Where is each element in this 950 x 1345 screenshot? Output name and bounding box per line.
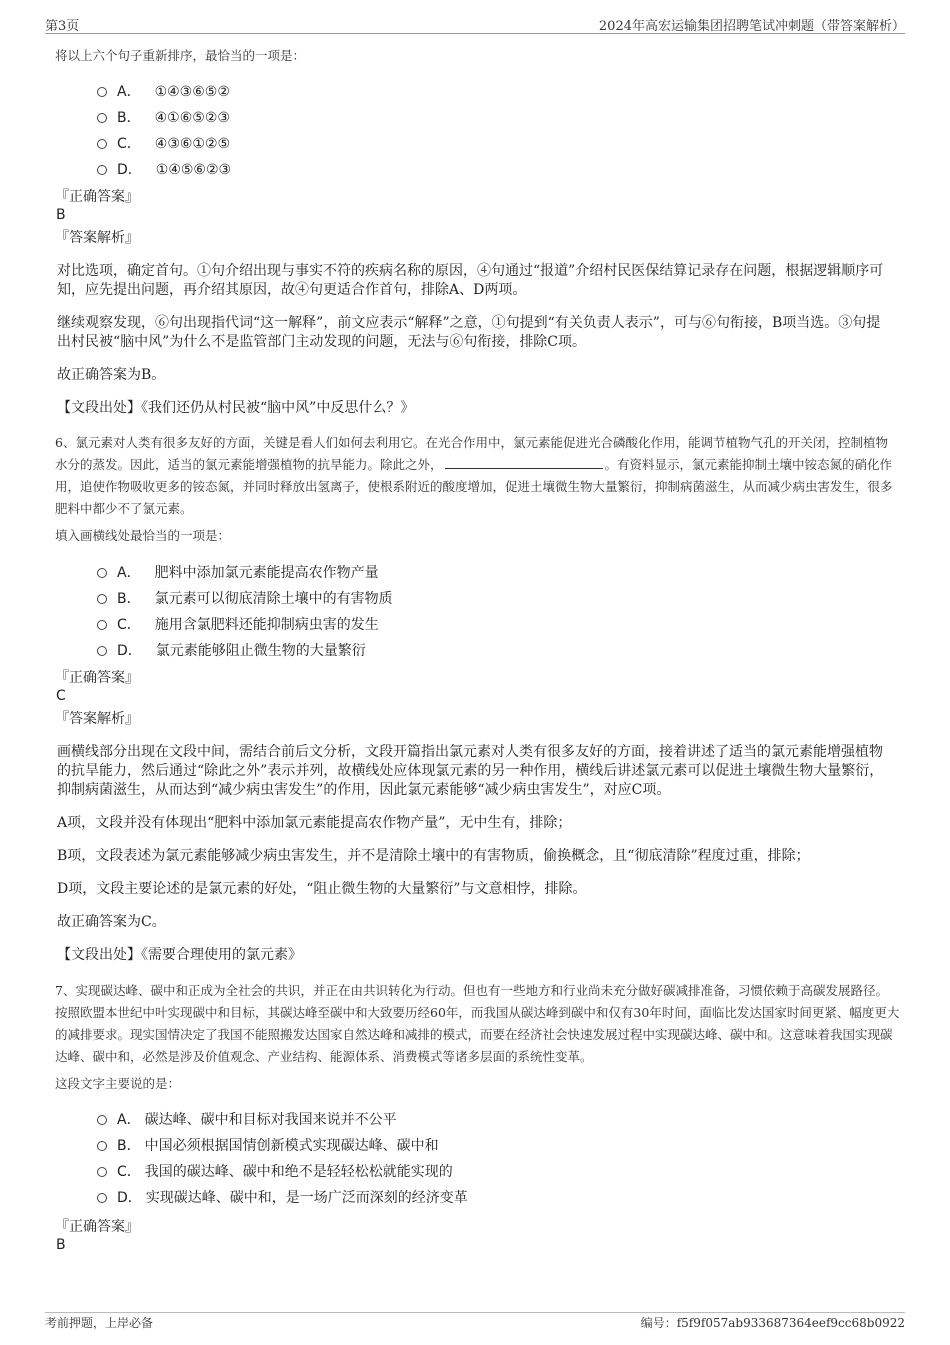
radio-icon[interactable] [97,165,107,175]
q5-option-a[interactable]: A． ①④③⑥⑤② [97,82,230,102]
q5-option-b[interactable]: B． ④①⑥⑤②③ [97,108,230,128]
q6-option-c[interactable]: C． 施用含氯肥料还能抑制病虫害的发生 [97,615,379,635]
q5-source: 【文段出处】《我们还仍从村民被“脑中风”中反思什么？》 [57,400,415,416]
q6-stem: 6、氯元素对人类有很多友好的方面，关键是看人们如何去利用它。在光合作用中，氯元素能促进光合磷酸化作用，能调节植物气孔的开关闭，控制植物水分的蒸发。因此，适当的氯元素能增强植物的抗旱能力。除此之外， 。有资料显示，氯元素能抑制土壤中铵态氮的硝化作用，追使作物吸收更多的铵态氮，并同时释放出氢离子，使根系附近的酸度增加，促进土壤微生物大量繁衍，抑制病菌滋生，从而减少病虫害发生，很多肥料中都少不了氯元素。 [55,435,893,516]
radio-icon[interactable] [97,1141,107,1151]
fill-blank [445,456,603,469]
q6-option-a[interactable]: A． 肥料中添加氯元素能提高农作物产量 [97,563,379,583]
q6-analysis-p1: 画横线部分出现在文段中间，需结合前后文分析，文段开篇指出氯元素对人类有很多友好的方面，接着讲述了适当的氯元素能增强植物的抗旱能力，然后通过“除此之外”表示并列，故横线处应体现氯元素的另一种作用，横线后讲述氯元素可以促进土壤微生物大量繁衍，抑制病菌滋生，从而达到“减少病虫害发生”的作用，因此氯元素能够“减少病虫害发生”，对应C项。 [57,744,884,798]
q6-analysis-label: 『答案解析』 [55,711,139,727]
q6-analysis-p3: B项，文段表述为氯元素能够减少病虫害发生，并不是清除土壤中的有害物质，偷换概念，且“彻底清除”程度过重，排除； [57,848,810,864]
q7-stem: 7、实现碳达峰、碳中和正成为全社会的共识，并正在由共识转化为行动。但也有一些地方和行业尚未充分做好碳减排准备，习惯依赖于高碳发展路径。按照欧盟本世纪中叶实现碳中和目标，其碳达峰至碳中和大致要历经60年，而我国从碳达峰到碳中和仅有30年时间，面临比发达国家时间更紧、幅度更大的减排要求。现实国情决定了我国不能照搬发达国家自然达峰和减排的模式，而要在经济社会快速发展过程中实现碳达峰、碳中和。这意味着我国实现碳达峰、碳中和，必然是涉及价值观念、产业结构、能源体系、消费模式等诸多层面的系统性变革。 [55,983,900,1064]
q7-prompt: 这段文字主要说的是： [55,1076,181,1091]
document-code: 编号：f5f9f057ab933687364eef9cc68b0922 [640,1316,905,1330]
q6-conclusion: 故正确答案为C。 [57,914,166,930]
q5-analysis-label: 『答案解析』 [55,230,139,246]
q7-answer: B [56,1237,66,1253]
radio-icon[interactable] [97,646,107,656]
q5-option-c[interactable]: C． ④③⑥①②⑤ [97,134,230,154]
page-number: 第3页 [45,19,80,34]
q7-option-d[interactable]: D． 实现碳达峰、碳中和，是一场广泛而深刻的经济变革 [97,1188,468,1208]
q6-answer: C [56,688,66,704]
radio-icon[interactable] [97,113,107,123]
q7-option-a[interactable]: A． 碳达峰、碳中和目标对我国来说并不公平 [97,1110,397,1130]
q6-option-d[interactable]: D． 氯元素能够阻止微生物的大量繁衍 [97,641,366,661]
q6-analysis-p2: A项，文段并没有体现出“肥料中添加氯元素能提高农作物产量”，无中生有，排除； [57,815,572,831]
radio-icon[interactable] [97,1115,107,1125]
q5-option-d[interactable]: D． ①④⑤⑥②③ [97,160,231,180]
q7-option-c[interactable]: C． 我国的碳达峰、碳中和绝不是轻轻松松就能实现的 [97,1162,453,1182]
radio-icon[interactable] [97,594,107,604]
q6-analysis-p4: D项，文段主要论述的是氯元素的好处，“阻止微生物的大量繁衍”与文意相悖，排除。 [57,881,587,897]
footer-slogan: 考前押题，上岸必备 [45,1316,154,1330]
header-divider [45,33,905,34]
q5-analysis-p2: 继续观察发现，⑥句出现指代词“这一解释”，前文应表示“解释”之意，①句提到“有关负责人表示”，可与⑥句衔接，B项当选。③句提出村民被“脑中风”为什么不是监管部门主动发现的问题，无法与⑥句衔接，排除C项。 [57,315,881,350]
q7-option-b[interactable]: B． 中国必须根据国情创新模式实现碳达峰、碳中和 [97,1136,439,1156]
radio-icon[interactable] [97,1193,107,1203]
q6-option-b[interactable]: B． 氯元素可以彻底清除土壤中的有害物质 [97,589,393,609]
radio-icon[interactable] [97,87,107,97]
q6-answer-label: 『正确答案』 [55,670,139,686]
radio-icon[interactable] [97,1167,107,1177]
q5-answer-label: 『正确答案』 [55,189,139,205]
q6-prompt: 填入画横线处最恰当的一项是： [55,528,231,543]
q7-answer-label: 『正确答案』 [55,1219,139,1235]
q5-conclusion: 故正确答案为B。 [57,367,166,383]
q5-analysis-p1: 对比选项，确定首句。①句介绍出现与事实不符的疾病名称的原因，④句通过“报道”介绍村民医保结算记录存在问题，根据逻辑顺序可知，应先提出问题，再介绍其原因，故④句更适合作首句，排除A、D两项。 [57,263,884,298]
q6-source: 【文段出处】《需要合理使用的氯元素》 [57,947,302,963]
radio-icon[interactable] [97,139,107,149]
footer-divider [45,1312,905,1313]
q5-answer: B [56,207,66,223]
radio-icon[interactable] [97,620,107,630]
radio-icon[interactable] [97,568,107,578]
document-title: 2024年高宏运输集团招聘笔试冲刺题（带答案解析） [598,19,905,34]
q5-prompt: 将以上六个句子重新排序，最恰当的一项是： [55,48,306,63]
